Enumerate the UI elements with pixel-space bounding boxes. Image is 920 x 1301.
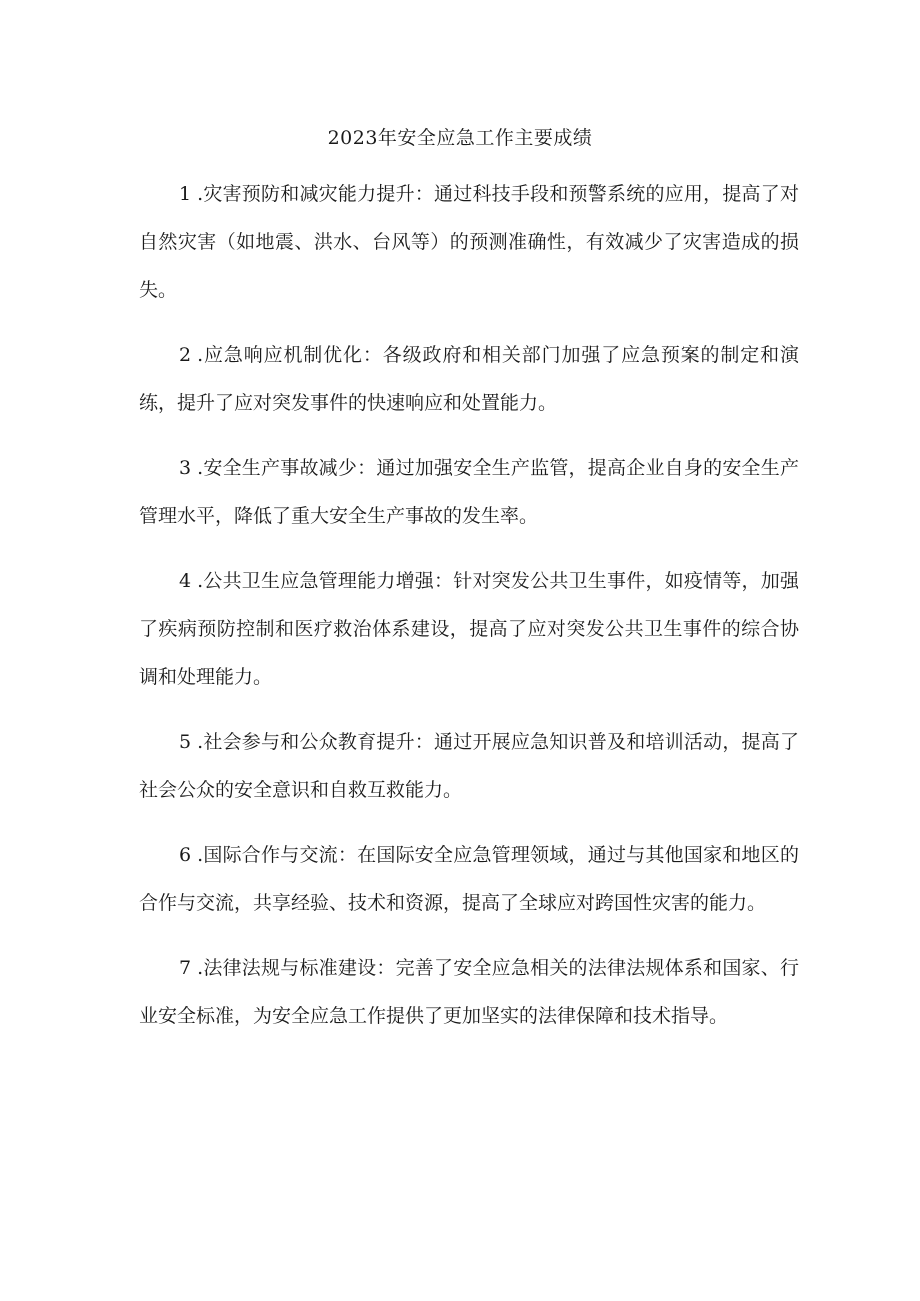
item-text: .法律法规与标准建设：完善了安全应急相关的法律法规体系和国家、行业安全标准，为安全应急工作提供了更加坚实的法律保障和技术指导。 — [139, 957, 799, 1027]
achievement-item-1 — [139, 170, 799, 314]
achievement-item-4 — [139, 557, 799, 701]
item-number: 7 — [179, 957, 192, 979]
item-number: 3 — [179, 457, 192, 479]
item-text: .应急响应机制优化：各级政府和相关部门加强了应急预案的制定和演练，提升了应对突发事件的快速响应和处置能力。 — [139, 344, 799, 414]
item-text: .公共卫生应急管理能力增强：针对突发公共卫生事件，如疫情等，加强了疾病预防控制和医疗救治体系建设，提高了应对突发公共卫生事件的综合协调和处理能力。 — [139, 570, 799, 688]
achievement-item-7 — [139, 944, 799, 1040]
item-number: 6 — [179, 844, 192, 866]
item-text: .灾害预防和减灾能力提升：通过科技手段和预警系统的应用，提高了对自然灾害（如地震、洪水、台风等）的预测准确性，有效减少了灾害造成的损失。 — [139, 183, 799, 301]
achievement-item-6 — [139, 831, 799, 927]
item-text: .安全生产事故减少：通过加强安全生产监管，提高企业自身的安全生产管理水平，降低了重大安全生产事故的发生率。 — [139, 457, 799, 527]
item-number: 1 — [179, 183, 192, 205]
document-body — [139, 170, 799, 1057]
item-number: 4 — [179, 570, 192, 592]
achievement-item-3 — [139, 444, 799, 540]
document-title: 2023年安全应急工作主要成绩 — [327, 127, 593, 149]
achievement-item-5 — [139, 718, 799, 814]
achievement-item-2 — [139, 331, 799, 427]
item-text: .社会参与和公众教育提升：通过开展应急知识普及和培训活动，提高了社会公众的安全意识和自救互救能力。 — [139, 731, 799, 801]
item-number: 2 — [179, 344, 192, 366]
item-text: .国际合作与交流：在国际安全应急管理领域，通过与其他国家和地区的合作与交流，共享经验、技术和资源，提高了全球应对跨国性灾害的能力。 — [139, 844, 799, 914]
item-number: 5 — [179, 731, 192, 753]
